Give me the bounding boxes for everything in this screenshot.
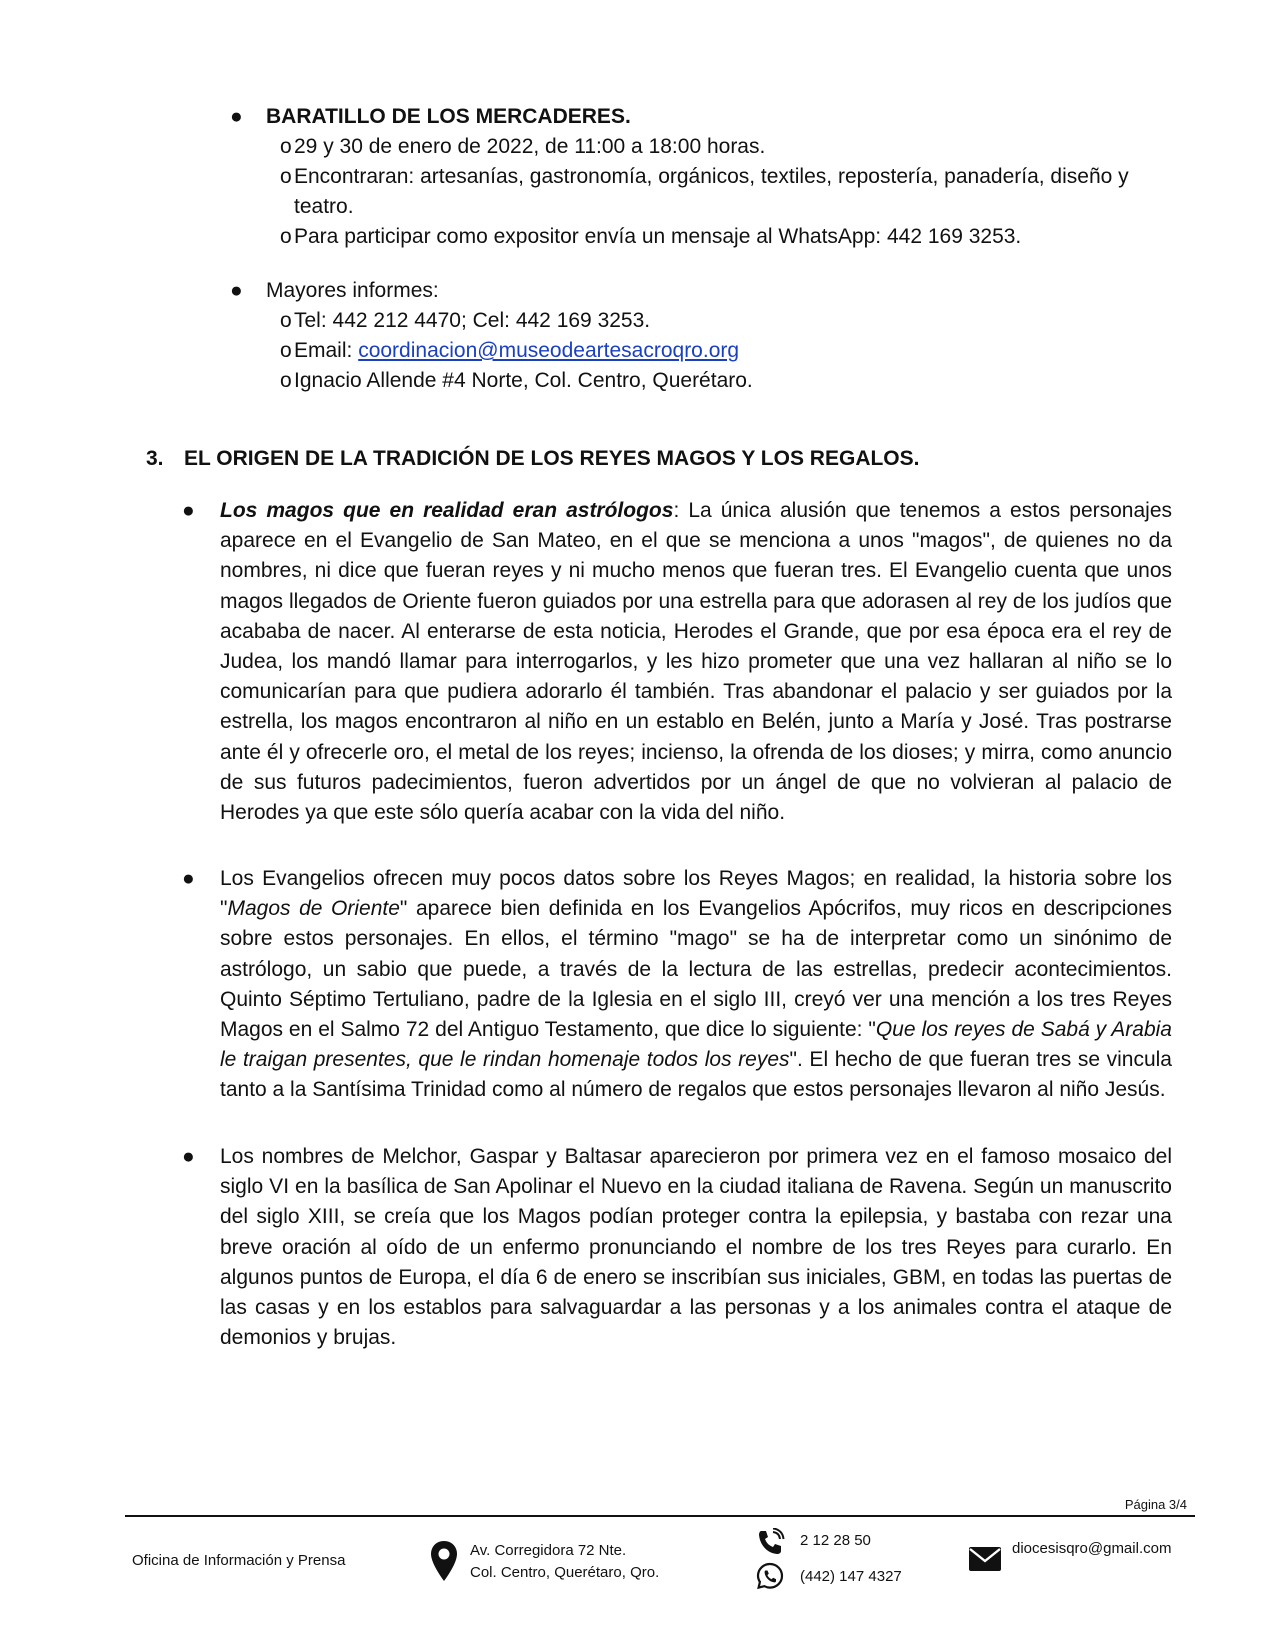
section-heading (146, 444, 919, 474)
list-item (280, 162, 1174, 222)
circle-bullet-icon: o (280, 339, 292, 362)
bullet-icon: ● (182, 499, 195, 522)
envelope-icon (968, 1546, 1002, 1572)
footer-address (470, 1540, 659, 1584)
paragraph-evangelios (182, 864, 1172, 1106)
bullet-icon: ● (230, 105, 243, 128)
circle-bullet-icon: o (280, 225, 292, 248)
footer-office: Oficina de Información y Prensa (132, 1552, 346, 1569)
footer-address-line2: Col. Centro, Querétaro, Qro. (470, 1564, 660, 1581)
paragraph-text: ". El hecho de que fueran tres se vincula tanto a la Santísima Trinidad como al número de regalos que estos personajes llevaron al niño Jesús. (220, 1048, 1172, 1102)
footer-divider (125, 1515, 1195, 1517)
section-title: EL ORIGEN DE LA TRADICIÓN DE LOS REYES MAGOS Y LOS REGALOS. (184, 447, 920, 470)
bullet-icon: ● (230, 279, 243, 302)
paragraph-italic: Magos de Oriente (227, 897, 400, 921)
baratillo-title: BARATILLO DE LOS MERCADERES. (266, 105, 631, 128)
informes-address: Ignacio Allende #4 Norte, Col. Centro, Querétaro. (294, 369, 753, 392)
baratillo-block (230, 102, 1174, 252)
informes-title: Mayores informes: (266, 279, 439, 302)
bullet-icon: ● (182, 867, 195, 890)
baratillo-item-participate: Para participar como expositor envía un mensaje al WhatsApp: 442 169 3253. (294, 225, 1022, 248)
email-link[interactable]: coordinacion@museodeartesacroqro.org (358, 339, 740, 362)
paragraph-text: Los Evangelios ofrecen muy pocos datos sobre los Reyes Magos; en realidad, la historia sobre los " (220, 867, 1172, 921)
bullet-icon: ● (182, 1145, 195, 1168)
paragraph-text: Los nombres de Melchor, Gaspar y Baltasar aparecieron por primera vez en el famoso mosaico del siglo VI en la basílica de San Apolinar el Nuevo en la ciudad italiana de Ravena. Según un manuscrito del siglo XIII, se creía que los Magos podían proteger contra la epilepsia, y bastaba con rezar una breve oración al oído de un enfermo pronunciando el nombre de los tres Reyes para curarlo. En algunos puntos de Europa, el día 6 de enero se inscribían sus iniciales, GBM, en todas las puertas de las casas y en los establos para salvaguardar a las personas y a los animales contra el ataque de demonios y brujas. (220, 1145, 1172, 1350)
circle-bullet-icon: o (280, 309, 292, 332)
footer-address-line1: Av. Corregidora 72 Nte. (470, 1542, 627, 1559)
paragraph-text: " aparece bien definida en los Evangelios Apócrifos, muy ricos en descripciones sobre estos personajes. En ellos, el término "mago" se ha de interpretar como un sinónimo de astrólogo, un sabio que puede, a través de la lectura de las estrellas, predecir acontecimientos. Quinto Séptimo Tertuliano, padre de la Iglesia en el siglo III, creyó ver una mención a los tres Reyes Magos en el Salmo 72 del Antiguo Testamento, que dice lo siguiente: " (220, 897, 1172, 1042)
list-item (280, 306, 1174, 336)
circle-bullet-icon: o (280, 135, 292, 158)
section-number: 3. (146, 447, 164, 470)
baratillo-item-date: 29 y 30 de enero de 2022, de 11:00 a 18:00 horas. (294, 135, 766, 158)
paragraph-lead: Los magos que en realidad eran astrólogos (220, 499, 674, 522)
informes-block (230, 276, 1174, 396)
circle-bullet-icon: o (280, 165, 292, 188)
footer-email: diocesisqro@gmail.com (1012, 1540, 1172, 1557)
list-item (280, 132, 1174, 162)
page-number: Página 3/4 (1124, 1497, 1187, 1512)
phone-icon (756, 1528, 786, 1556)
location-pin-icon (430, 1540, 458, 1582)
paragraph-italic: Que los reyes de Sabá y Arabia le traigan presentes, que le rindan homenaje todos los reyes (220, 1018, 1172, 1072)
baratillo-item-offer: Encontraran: artesanías, gastronomía, orgánicos, textiles, repostería, panadería, diseño y teatro. (294, 165, 1129, 218)
footer-whatsapp: (442) 147 4327 (800, 1568, 902, 1585)
list-item (280, 336, 1174, 366)
paragraph-body: : La única alusión que tenemos a estos personajes aparece en el Evangelio de San Mateo, en el que se menciona a unos "magos", de quienes no da nombres, ni dice que fueran reyes y ni mucho menos que fueran tres. El Evangelio cuenta que unos magos llegados de Oriente fueron guiados por una estrella para que adorasen al rey de los judíos que acababa de nacer. Al enterarse de esta noticia, Herodes el Grande, que por esa época era el rey de Judea, los mandó llamar para interrogarlos, y les hizo prometer que una vez hallaran al niño se lo comunicarían para que pudiera adorarlo él también. Tras abandonar el palacio y ser guiados por la estrella, los magos encontraron al niño en un establo en Belén, junto a María y José. Tras postrarse ante él y ofrecerle oro, el metal de los reyes; incienso, la ofrenda de los dioses; y mirra, como anuncio de sus futuros padecimientos, fueron advertidos por un ángel de que no volvieran al palacio de Herodes ya que este sólo quería acabar con la vida del niño. (220, 499, 1173, 825)
email-label: Email: (294, 339, 359, 362)
list-item (280, 366, 1174, 396)
list-item (280, 222, 1174, 252)
paragraph-magos-astrologos (182, 496, 1173, 828)
footer-phone: 2 12 28 50 (800, 1532, 871, 1549)
circle-bullet-icon: o (280, 369, 292, 392)
paragraph-nombres (182, 1142, 1172, 1353)
informes-tel: Tel: 442 212 4470; Cel: 442 169 3253. (294, 309, 651, 332)
whatsapp-icon (756, 1562, 784, 1590)
informes-email-line (294, 336, 1174, 366)
